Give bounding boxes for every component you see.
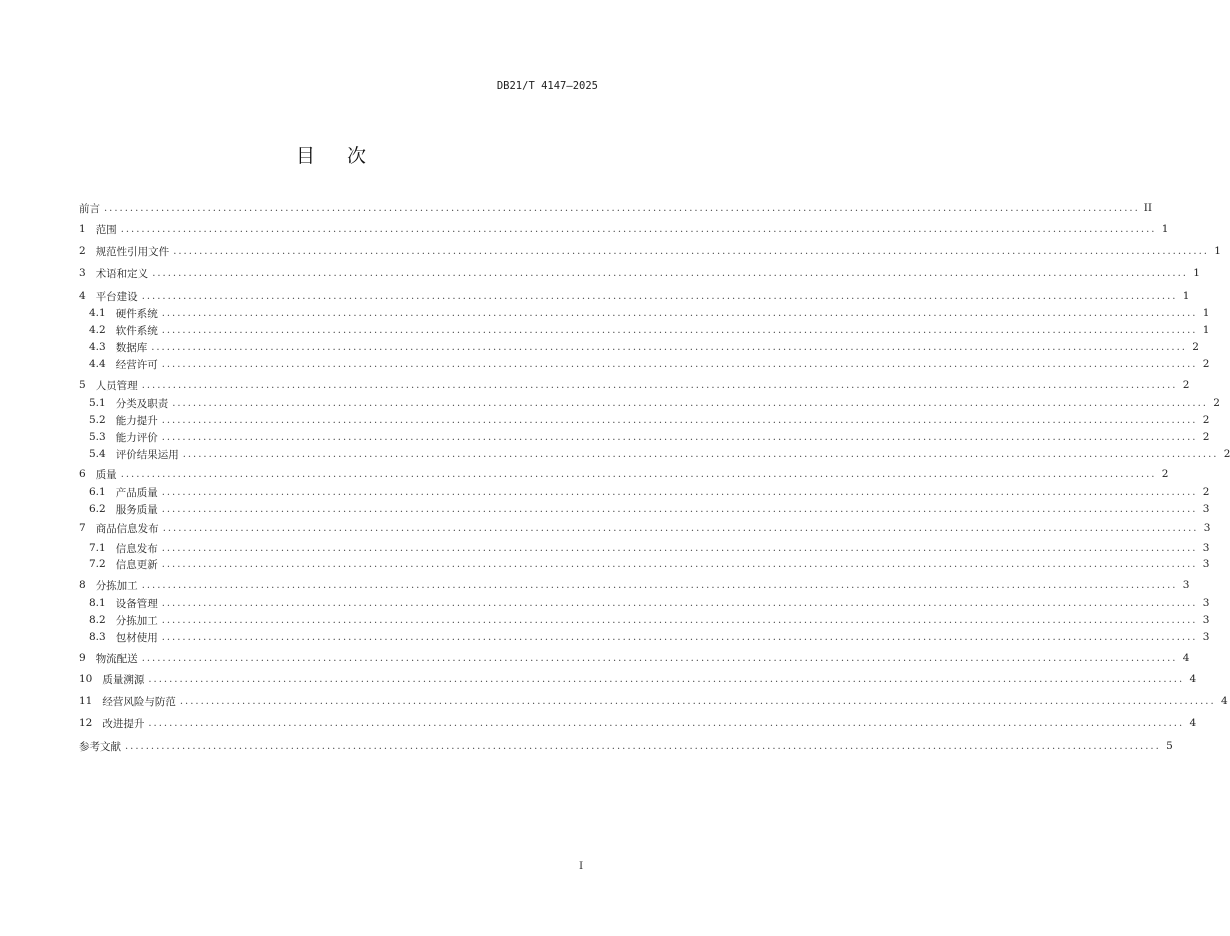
toc-entry-number: 5.2 — [89, 414, 106, 426]
toc-entry[interactable] — [79, 466, 1169, 482]
toc-entry-page: 2 — [1202, 414, 1210, 426]
toc-entry[interactable] — [89, 412, 1210, 428]
toc-leader-dots: ........................................................................................................................................................................................................ — [120, 468, 1157, 480]
toc-entry[interactable] — [79, 243, 1221, 259]
toc-entry[interactable] — [89, 540, 1210, 556]
toc-entry[interactable] — [79, 671, 1197, 687]
toc-entry-label: 范围 — [95, 223, 117, 236]
toc-leader-dots: ........................................................................................................................................................................................................ — [104, 202, 1140, 214]
toc-entry-number: 3 — [79, 267, 86, 279]
toc-entry-label: 信息更新 — [115, 558, 158, 571]
toc-entry[interactable] — [79, 200, 1153, 216]
toc-entry-page: 3 — [1202, 558, 1210, 570]
toc-entry-number: 4.2 — [89, 324, 106, 336]
toc-entry-page: 3 — [1202, 614, 1210, 626]
toc-entry-page: 2 — [1192, 341, 1199, 353]
toc-entry-label: 能力评价 — [115, 431, 158, 444]
toc-entry-label: 规范性引用文件 — [95, 245, 170, 258]
toc-leader-dots: ........................................................................................................................................................................................................ — [141, 379, 1178, 391]
toc-entry-page: 1 — [1202, 307, 1210, 319]
toc-entry-label: 改进提升 — [102, 717, 145, 730]
toc-entry-label: 分拣加工 — [95, 579, 138, 592]
toc-entry-label: 分类及职责 — [115, 397, 169, 410]
toc-entry[interactable] — [89, 501, 1210, 517]
toc-leader-dots: ........................................................................................................................................................................................................ — [173, 245, 1209, 257]
toc-entry-page: 2 — [1161, 468, 1169, 480]
toc-leader-dots: ........................................................................................................................................................................................................ — [161, 597, 1198, 609]
toc-entry-number: 5.3 — [89, 431, 106, 443]
toc-entry-number: 11 — [79, 695, 93, 707]
toc-entry[interactable] — [79, 377, 1190, 393]
toc-entry-page: 2 — [1182, 379, 1190, 391]
toc-entry[interactable] — [89, 629, 1210, 645]
toc-leader-dots: ........................................................................................................................................................................................................ — [182, 448, 1219, 460]
toc-entry-number: 8.3 — [89, 631, 106, 643]
standard-number: DB21/T 4147—2025 — [496, 80, 598, 92]
toc-entry-label: 软件系统 — [115, 324, 158, 337]
toc-entry-label: 经营风险与防范 — [102, 695, 176, 708]
toc-entry[interactable] — [89, 595, 1210, 611]
toc-entry-label: 服务质量 — [115, 503, 158, 516]
toc-entry-page: 3 — [1203, 522, 1211, 534]
toc-entry[interactable] — [89, 429, 1210, 445]
toc-entry-page: 3 — [1202, 597, 1210, 609]
toc-entry-page: 4 — [1189, 673, 1197, 685]
toc-entry-label: 评价结果运用 — [115, 448, 179, 461]
toc-entry-label: 参考文献 — [79, 740, 121, 753]
toc-entry-number: 4.1 — [89, 307, 106, 319]
toc-entry[interactable] — [79, 693, 1228, 709]
toc-entry-number: 5 — [79, 379, 86, 391]
toc-leader-dots: ........................................................................................................................................................................................................ — [151, 341, 1187, 353]
toc-leader-dots: ........................................................................................................................................................................................................ — [161, 631, 1198, 643]
toc-leader-dots: ........................................................................................................................................................................................................ — [179, 695, 1216, 707]
toc-entry[interactable] — [79, 221, 1169, 237]
toc-entry-label: 信息发布 — [115, 542, 158, 555]
toc-leader-dots: ........................................................................................................................................................................................................ — [161, 324, 1198, 336]
toc-leader-dots: ........................................................................................................................................................................................................ — [125, 740, 1161, 752]
toc-entry-page: 2 — [1223, 448, 1230, 460]
toc-entry-label: 术语和定义 — [95, 267, 149, 280]
toc-entry[interactable] — [89, 556, 1210, 572]
toc-entry-number: 4 — [79, 290, 86, 302]
toc-leader-dots: ........................................................................................................................................................................................................ — [161, 358, 1198, 370]
toc-entry-label: 物流配送 — [95, 652, 138, 665]
toc-entry-number: 9 — [79, 652, 86, 664]
toc-entry-number: 7.1 — [89, 542, 106, 554]
toc-entry-label: 能力提升 — [115, 414, 158, 427]
toc-entry-label: 质量 — [95, 468, 117, 481]
toc-entry[interactable] — [89, 322, 1210, 338]
toc-entry-page: 4 — [1182, 652, 1190, 664]
toc-entry-label: 产品质量 — [115, 486, 158, 499]
toc-entry-page: 2 — [1202, 431, 1210, 443]
toc-entry-number: 4.4 — [89, 358, 106, 370]
toc-entry[interactable] — [89, 339, 1199, 355]
toc-entry-page: 4 — [1189, 717, 1197, 729]
toc-entry[interactable] — [79, 650, 1190, 666]
toc-entry[interactable] — [79, 288, 1190, 304]
toc-leader-dots: ........................................................................................................................................................................................................ — [162, 522, 1199, 534]
page-title: 目次 — [295, 145, 398, 167]
toc-entry-page: 2 — [1202, 358, 1210, 370]
toc-entry-label: 包材使用 — [115, 631, 158, 644]
toc-entry-label: 设备管理 — [115, 597, 158, 610]
toc-entry[interactable] — [89, 484, 1210, 500]
toc-entry-page: 2 — [1213, 397, 1220, 409]
toc-leader-dots: ........................................................................................................................................................................................................ — [161, 503, 1198, 515]
toc-entry-number: 6 — [79, 468, 86, 480]
toc-entry[interactable] — [79, 577, 1190, 593]
toc-entry-number: 5.1 — [89, 397, 106, 409]
toc-leader-dots: ........................................................................................................................................................................................................ — [148, 673, 1185, 685]
toc-entry-label: 质量溯源 — [102, 673, 145, 686]
toc-leader-dots: ........................................................................................................................................................................................................ — [141, 290, 1178, 302]
toc-entry-page: 3 — [1202, 503, 1210, 515]
toc-entry-number: 7 — [79, 522, 86, 534]
toc-entry-page: 2 — [1202, 486, 1210, 498]
toc-entry-label: 平台建设 — [95, 290, 138, 303]
toc-leader-dots: ........................................................................................................................................................................................................ — [141, 579, 1178, 591]
toc-entry-page: 4 — [1220, 695, 1228, 707]
toc-entry[interactable] — [79, 520, 1211, 536]
toc-entry-page: 3 — [1202, 542, 1210, 554]
toc-entry-page: 1 — [1202, 324, 1210, 336]
toc-leader-dots: ........................................................................................................................................................................................................ — [161, 414, 1198, 426]
toc-entry[interactable] — [79, 265, 1200, 281]
toc-entry-label: 商品信息发布 — [95, 522, 159, 535]
toc-entry-number: 8.2 — [89, 614, 106, 626]
toc-entry-page: 1 — [1161, 223, 1169, 235]
toc-entry[interactable] — [89, 305, 1210, 321]
toc-entry[interactable] — [79, 738, 1173, 754]
toc-entry-number: 5.4 — [89, 448, 106, 460]
toc-entry-page: II — [1143, 202, 1153, 214]
toc-leader-dots: ........................................................................................................................................................................................................ — [161, 486, 1198, 498]
toc-entry-number: 8 — [79, 579, 86, 591]
toc-entry-label: 经营许可 — [115, 358, 158, 371]
toc-entry-label: 前言 — [79, 202, 100, 215]
toc-entry[interactable] — [89, 612, 1210, 628]
toc-entry-page: 3 — [1202, 631, 1210, 643]
toc-leader-dots: ........................................................................................................................................................................................................ — [161, 558, 1198, 570]
toc-entry-page: 1 — [1193, 267, 1200, 279]
toc-entry[interactable] — [89, 356, 1210, 372]
toc-leader-dots: ........................................................................................................................................................................................................ — [148, 717, 1185, 729]
toc-entry-number: 6.2 — [89, 503, 106, 515]
toc-entry-number: 1 — [79, 223, 86, 235]
toc-leader-dots: ........................................................................................................................................................................................................ — [161, 614, 1198, 626]
toc-entry[interactable] — [89, 395, 1220, 411]
toc-leader-dots: ........................................................................................................................................................................................................ — [172, 397, 1208, 409]
toc-entry-number: 7.2 — [89, 558, 106, 570]
page-number: I — [579, 860, 584, 872]
toc-entry-page: 1 — [1182, 290, 1190, 302]
toc-entry-page: 5 — [1166, 740, 1173, 752]
toc-leader-dots: ........................................................................................................................................................................................................ — [152, 267, 1188, 279]
toc-entry[interactable] — [79, 715, 1197, 731]
toc-leader-dots: ........................................................................................................................................................................................................ — [120, 223, 1157, 235]
toc-entry-number: 10 — [79, 673, 93, 685]
toc-entry-label: 人员管理 — [95, 379, 138, 392]
toc-entry-number: 4.3 — [89, 341, 106, 353]
toc-entry-page: 1 — [1214, 245, 1221, 257]
toc-entry-label: 硬件系统 — [115, 307, 158, 320]
toc-leader-dots: ........................................................................................................................................................................................................ — [161, 307, 1198, 319]
toc-entry-number: 12 — [79, 717, 93, 729]
toc-entry-label: 分拣加工 — [115, 614, 158, 627]
toc-entry-number: 8.1 — [89, 597, 106, 609]
toc-leader-dots: ........................................................................................................................................................................................................ — [161, 542, 1198, 554]
toc-leader-dots: ........................................................................................................................................................................................................ — [161, 431, 1198, 443]
toc-leader-dots: ........................................................................................................................................................................................................ — [141, 652, 1178, 664]
toc-entry-number: 6.1 — [89, 486, 106, 498]
toc-entry-number: 2 — [79, 245, 86, 257]
toc-entry-page: 3 — [1182, 579, 1190, 591]
toc-entry-label: 数据库 — [115, 341, 148, 354]
toc-entry[interactable] — [89, 446, 1230, 462]
